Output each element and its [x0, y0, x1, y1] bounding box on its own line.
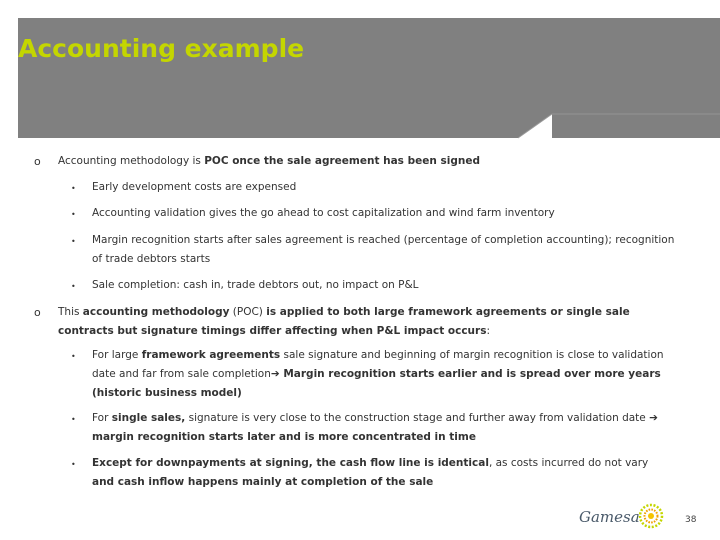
bullet-poc-applied	[58, 303, 698, 341]
line	[58, 322, 698, 341]
emphasis: accounting methodology	[82, 306, 230, 318]
emphasis: Margin recognition starts earlier and is spread over more years	[279, 368, 661, 380]
text: date and far from sale completion	[92, 368, 271, 380]
text: For large	[92, 349, 142, 361]
line	[92, 384, 692, 403]
page-number: 38	[685, 515, 697, 525]
sub-bullet-marker: •	[71, 352, 76, 361]
line	[92, 365, 692, 384]
gamesa-sun-icon	[638, 503, 664, 529]
line	[58, 303, 698, 322]
text: sale signature and beginning of margin recognition is close to validation	[280, 349, 664, 361]
arrow-icon: ➔	[649, 412, 658, 424]
sub-bullet-sale-completion: Sale completion: cash in, trade debtors out, no impact on P&L	[92, 279, 419, 291]
sub-bullet-downpayments	[92, 454, 692, 492]
bullet-text: Accounting methodology is	[58, 155, 205, 167]
slide-title: Accounting example	[18, 34, 305, 63]
sub-bullet-marker: •	[71, 210, 76, 219]
sub-bullet-marker: •	[71, 460, 76, 469]
text: This	[58, 306, 83, 318]
bullet-methodology	[58, 152, 698, 171]
sub-bullet-margin-recognition	[92, 231, 692, 269]
line	[92, 346, 692, 365]
gamesa-logo-text: Gamesa	[579, 508, 640, 526]
sub-bullet-expensed: Early development costs are expensed	[92, 181, 297, 193]
text: (POC)	[229, 306, 267, 318]
emphasis: single sales,	[111, 412, 186, 424]
sub-bullet-validation: Accounting validation gives the go ahead to cost capitalization and wind farm inventory	[92, 207, 555, 219]
text: , as costs incurred do not vary	[488, 457, 649, 469]
line: of trade debtors starts	[92, 253, 211, 265]
sub-bullet-single-sales	[92, 409, 692, 447]
bullet-marker: o	[34, 306, 41, 319]
emphasis: and cash inflow happens mainly at completion of the sale	[92, 476, 434, 488]
sub-bullet-marker: •	[71, 282, 76, 291]
emphasis: contracts but signature timings differ affecting when P&L impact occurs	[58, 325, 487, 337]
arrow-icon: ➔	[270, 368, 280, 380]
sub-bullet-marker: •	[71, 237, 76, 246]
emphasis: framework agreements	[141, 349, 281, 361]
sub-bullet-framework-agreements	[92, 346, 692, 403]
sub-bullet-marker: •	[71, 415, 76, 424]
text: signature is very close to the construction stage and further away from validation date	[185, 412, 650, 424]
text: :	[486, 325, 490, 337]
line	[92, 428, 692, 447]
emphasis: Except for downpayments at signing, the cash flow line is identical	[92, 457, 489, 469]
line	[92, 409, 692, 428]
emphasis: margin recognition starts later and is more concentrated in time	[92, 431, 476, 443]
text: For	[92, 412, 112, 424]
line	[92, 473, 692, 492]
line: Margin recognition starts after sales agreement is reached (percentage of completion accounting); recognition	[92, 234, 675, 246]
sub-bullet-marker: •	[71, 184, 76, 193]
emphasis: (historic business model)	[92, 387, 242, 399]
bullet-emphasis: POC once the sale agreement has been signed	[204, 155, 480, 167]
emphasis: is applied to both large framework agreements or single sale	[266, 306, 630, 318]
bullet-marker: o	[34, 155, 41, 168]
line	[92, 454, 692, 473]
